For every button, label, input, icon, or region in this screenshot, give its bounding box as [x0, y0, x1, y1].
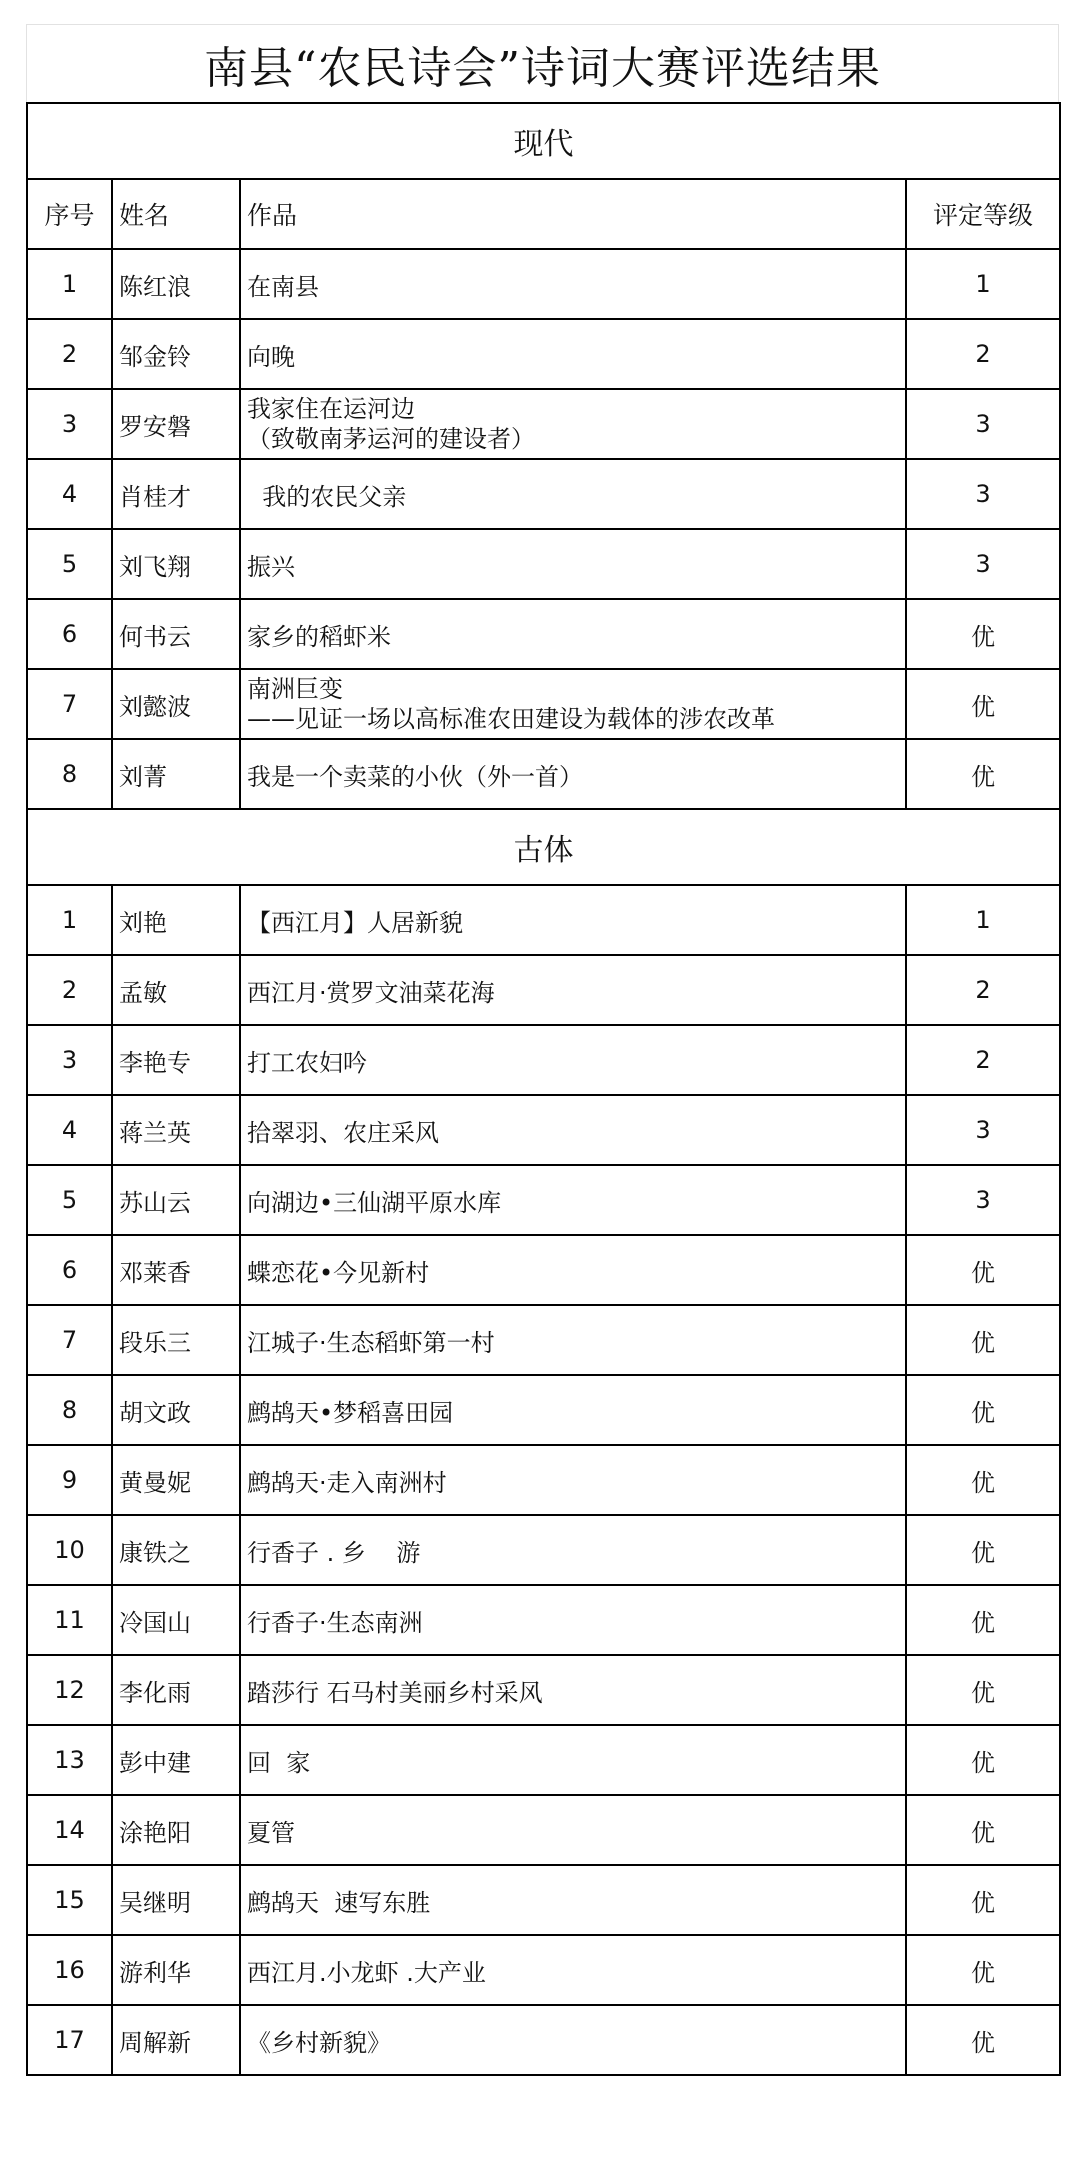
- row-number: 14: [27, 1795, 112, 1865]
- work-title: 拾翠羽、农庄采风: [240, 1095, 906, 1165]
- author-name: 吴继明: [112, 1865, 240, 1935]
- row-number: 7: [27, 669, 112, 739]
- author-name: 刘懿波: [112, 669, 240, 739]
- table-row: [27, 955, 1060, 1025]
- work-title: 江城子·生态稻虾第一村: [240, 1305, 906, 1375]
- table-row: [27, 529, 1060, 599]
- header-work: 作品: [240, 179, 906, 249]
- author-name: 刘艳: [112, 885, 240, 955]
- header-grade: 评定等级: [906, 179, 1060, 249]
- table-row: [27, 319, 1060, 389]
- page-title: 南县“农民诗会”诗词大赛评选结果: [26, 24, 1059, 102]
- grade: 优: [906, 1865, 1060, 1935]
- row-number: 5: [27, 1165, 112, 1235]
- work-title: 《乡村新貌》: [240, 2005, 906, 2075]
- table-row: [27, 389, 1060, 459]
- section-row-modern: [27, 103, 1060, 179]
- grade: 3: [906, 1095, 1060, 1165]
- table-row: [27, 1165, 1060, 1235]
- work-title: 踏莎行 石马村美丽乡村采风: [240, 1655, 906, 1725]
- grade: 优: [906, 1445, 1060, 1515]
- author-name: 蒋兰英: [112, 1095, 240, 1165]
- row-number: 1: [27, 885, 112, 955]
- author-name: 罗安磐: [112, 389, 240, 459]
- table-row: [27, 1235, 1060, 1305]
- author-name: 周解新: [112, 2005, 240, 2075]
- work-title: 我的农民父亲: [240, 459, 906, 529]
- table-row: [27, 459, 1060, 529]
- table-row: [27, 2005, 1060, 2075]
- author-name: 黄曼妮: [112, 1445, 240, 1515]
- table-row: [27, 1095, 1060, 1165]
- author-name: 康铁之: [112, 1515, 240, 1585]
- table-row: [27, 599, 1060, 669]
- header-name: 姓名: [112, 179, 240, 249]
- work-title: 向晚: [240, 319, 906, 389]
- grade: 1: [906, 249, 1060, 319]
- work-title: 鹧鸪天 速写东胜: [240, 1865, 906, 1935]
- row-number: 8: [27, 739, 112, 809]
- row-number: 13: [27, 1725, 112, 1795]
- work-title: 鹧鸪天·走入南洲村: [240, 1445, 906, 1515]
- work-title: 向湖边•三仙湖平原水库: [240, 1165, 906, 1235]
- row-number: 3: [27, 1025, 112, 1095]
- results-sheet: [26, 24, 1059, 2076]
- author-name: 刘飞翔: [112, 529, 240, 599]
- grade: 优: [906, 599, 1060, 669]
- row-number: 9: [27, 1445, 112, 1515]
- work-title: 西江月.小龙虾 .大产业: [240, 1935, 906, 2005]
- grade: 优: [906, 1935, 1060, 2005]
- table-row: [27, 1375, 1060, 1445]
- row-number: 4: [27, 459, 112, 529]
- grade: 优: [906, 669, 1060, 739]
- author-name: 李艳专: [112, 1025, 240, 1095]
- author-name: 李化雨: [112, 1655, 240, 1725]
- grade: 3: [906, 459, 1060, 529]
- row-number: 12: [27, 1655, 112, 1725]
- work-title: 我家住在运河边 （致敬南茅运河的建设者）: [240, 389, 906, 459]
- section-title-modern: 现代: [27, 103, 1060, 179]
- row-number: 1: [27, 249, 112, 319]
- section-row-classical: [27, 809, 1060, 885]
- table-row: [27, 669, 1060, 739]
- grade: 优: [906, 1305, 1060, 1375]
- grade: 1: [906, 885, 1060, 955]
- row-number: 6: [27, 1235, 112, 1305]
- table-row: [27, 1025, 1060, 1095]
- work-title: 鹧鸪天•梦稻喜田园: [240, 1375, 906, 1445]
- grade: 优: [906, 1235, 1060, 1305]
- work-title: 振兴: [240, 529, 906, 599]
- header-no: 序号: [27, 179, 112, 249]
- results-table: [26, 102, 1061, 2076]
- grade: 优: [906, 1515, 1060, 1585]
- work-title: 我是一个卖菜的小伙（外一首）: [240, 739, 906, 809]
- row-number: 10: [27, 1515, 112, 1585]
- row-number: 5: [27, 529, 112, 599]
- grade: 2: [906, 955, 1060, 1025]
- table-row: [27, 739, 1060, 809]
- table-row: [27, 1445, 1060, 1515]
- author-name: 刘菁: [112, 739, 240, 809]
- row-number: 7: [27, 1305, 112, 1375]
- table-row: [27, 1725, 1060, 1795]
- row-number: 15: [27, 1865, 112, 1935]
- work-title: 在南县: [240, 249, 906, 319]
- table-row: [27, 885, 1060, 955]
- work-title: 西江月·赏罗文油菜花海: [240, 955, 906, 1025]
- row-number: 2: [27, 319, 112, 389]
- table-row: [27, 1305, 1060, 1375]
- author-name: 涂艳阳: [112, 1795, 240, 1865]
- row-number: 16: [27, 1935, 112, 2005]
- table-row: [27, 1795, 1060, 1865]
- author-name: 邓莱香: [112, 1235, 240, 1305]
- grade: 优: [906, 1585, 1060, 1655]
- author-name: 孟敏: [112, 955, 240, 1025]
- grade: 优: [906, 1795, 1060, 1865]
- work-title: 夏管: [240, 1795, 906, 1865]
- grade: 优: [906, 1725, 1060, 1795]
- table-row: [27, 1935, 1060, 2005]
- author-name: 冷国山: [112, 1585, 240, 1655]
- work-title: 回 家: [240, 1725, 906, 1795]
- work-title: 蝶恋花•今见新村: [240, 1235, 906, 1305]
- author-name: 彭中建: [112, 1725, 240, 1795]
- grade: 2: [906, 1025, 1060, 1095]
- work-title: 【西江月】人居新貌: [240, 885, 906, 955]
- grade: 优: [906, 2005, 1060, 2075]
- author-name: 何书云: [112, 599, 240, 669]
- row-number: 11: [27, 1585, 112, 1655]
- author-name: 邹金铃: [112, 319, 240, 389]
- table-row: [27, 1865, 1060, 1935]
- grade: 3: [906, 389, 1060, 459]
- row-number: 2: [27, 955, 112, 1025]
- grade: 优: [906, 1655, 1060, 1725]
- grade: 优: [906, 1375, 1060, 1445]
- grade: 优: [906, 739, 1060, 809]
- work-title: 打工农妇吟: [240, 1025, 906, 1095]
- author-name: 苏山云: [112, 1165, 240, 1235]
- grade: 3: [906, 529, 1060, 599]
- grade: 2: [906, 319, 1060, 389]
- table-row: [27, 249, 1060, 319]
- work-title: 南洲巨变 ——见证一场以高标准农田建设为载体的涉农改革: [240, 669, 906, 739]
- row-number: 17: [27, 2005, 112, 2075]
- author-name: 段乐三: [112, 1305, 240, 1375]
- table-row: [27, 1585, 1060, 1655]
- work-title: 家乡的稻虾米: [240, 599, 906, 669]
- table-row: [27, 1655, 1060, 1725]
- row-number: 6: [27, 599, 112, 669]
- header-row: [27, 179, 1060, 249]
- section-title-classical: 古体: [27, 809, 1060, 885]
- author-name: 陈红浪: [112, 249, 240, 319]
- table-row: [27, 1515, 1060, 1585]
- row-number: 4: [27, 1095, 112, 1165]
- work-title: 行香子 . 乡 游: [240, 1515, 906, 1585]
- author-name: 游利华: [112, 1935, 240, 2005]
- work-title: 行香子·生态南洲: [240, 1585, 906, 1655]
- author-name: 胡文政: [112, 1375, 240, 1445]
- row-number: 8: [27, 1375, 112, 1445]
- author-name: 肖桂才: [112, 459, 240, 529]
- grade: 3: [906, 1165, 1060, 1235]
- row-number: 3: [27, 389, 112, 459]
